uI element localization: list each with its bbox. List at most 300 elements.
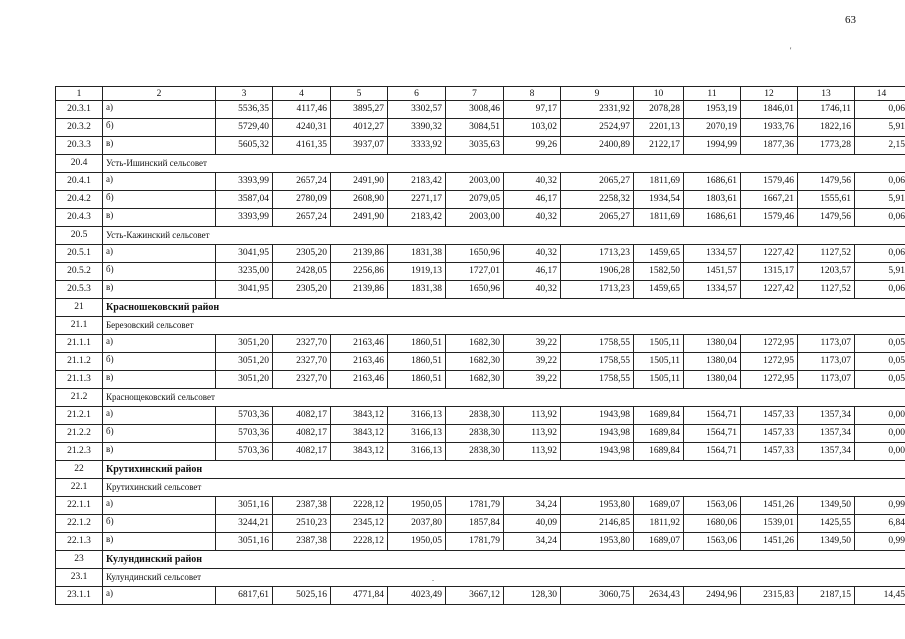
value-cell: 1831,38 — [388, 245, 446, 263]
value-cell: 1505,11 — [634, 335, 684, 353]
row-variant: б) — [103, 353, 216, 371]
table-row — [56, 281, 905, 299]
section-title: Усть-Ишинский сельсовет — [103, 155, 905, 173]
value-cell: 39,22 — [504, 371, 561, 389]
value-cell: 6,84 — [855, 515, 905, 533]
value-cell: 1380,04 — [684, 335, 741, 353]
value-cell: 1459,65 — [634, 245, 684, 263]
value-cell: 3587,04 — [216, 191, 273, 209]
value-cell: 40,09 — [504, 515, 561, 533]
value-cell: 2838,30 — [446, 443, 504, 461]
value-cell: 1357,34 — [798, 407, 855, 425]
row-code: 21 — [56, 299, 103, 317]
table-row — [56, 371, 905, 389]
table-row — [56, 515, 905, 533]
section-title: Крутихинский район — [103, 461, 905, 479]
value-cell: 2037,80 — [388, 515, 446, 533]
table-row — [56, 245, 905, 263]
table-row — [56, 443, 905, 461]
value-cell: 3235,00 — [216, 263, 273, 281]
value-cell: 4117,46 — [273, 101, 331, 119]
value-cell: 40,32 — [504, 209, 561, 227]
header-cell: 13 — [798, 87, 855, 101]
value-cell: 2003,00 — [446, 173, 504, 191]
value-cell: 2387,38 — [273, 497, 331, 515]
value-cell: 4012,27 — [331, 119, 388, 137]
value-cell: 2305,20 — [273, 281, 331, 299]
value-cell: 1650,96 — [446, 281, 504, 299]
row-code: 21.2.3 — [56, 443, 103, 461]
value-cell: 1950,05 — [388, 533, 446, 551]
value-cell: 3035,63 — [446, 137, 504, 155]
value-cell: 40,32 — [504, 245, 561, 263]
row-variant: а) — [103, 587, 216, 605]
header-cell: 5 — [331, 87, 388, 101]
value-cell: 3060,75 — [561, 587, 634, 605]
table-row — [56, 209, 905, 227]
row-code: 21.1.1 — [56, 335, 103, 353]
value-cell: 2634,43 — [634, 587, 684, 605]
value-cell: 1860,51 — [388, 371, 446, 389]
value-cell: 5703,36 — [216, 425, 273, 443]
value-cell: 1994,99 — [684, 137, 741, 155]
value-cell: 2491,90 — [331, 173, 388, 191]
value-cell: 1857,84 — [446, 515, 504, 533]
value-cell: 1272,95 — [741, 335, 798, 353]
table-row — [56, 101, 905, 119]
value-cell: 3166,13 — [388, 443, 446, 461]
value-cell: 2510,23 — [273, 515, 331, 533]
value-cell: 2163,46 — [331, 371, 388, 389]
value-cell: 0,99 — [855, 497, 905, 515]
value-cell: 4082,17 — [273, 443, 331, 461]
value-cell: 1773,28 — [798, 137, 855, 155]
value-cell: 3051,20 — [216, 371, 273, 389]
value-cell: 1173,07 — [798, 353, 855, 371]
value-cell: 1650,96 — [446, 245, 504, 263]
row-code: 23 — [56, 551, 103, 569]
value-cell: 1919,13 — [388, 263, 446, 281]
value-cell: 1689,07 — [634, 497, 684, 515]
value-cell: 1781,79 — [446, 533, 504, 551]
row-code: 20.3.3 — [56, 137, 103, 155]
value-cell: 1357,34 — [798, 443, 855, 461]
row-variant: в) — [103, 137, 216, 155]
value-cell: 5703,36 — [216, 443, 273, 461]
value-cell: 34,24 — [504, 497, 561, 515]
value-cell: 4771,84 — [331, 587, 388, 605]
value-cell: 1943,98 — [561, 443, 634, 461]
value-cell: 1564,71 — [684, 443, 741, 461]
column-number-header — [56, 87, 905, 101]
row-code: 22.1.3 — [56, 533, 103, 551]
value-cell: 3084,51 — [446, 119, 504, 137]
value-cell: 3051,20 — [216, 353, 273, 371]
value-cell: 2163,46 — [331, 353, 388, 371]
header-cell: 9 — [561, 87, 634, 101]
value-cell: 1451,26 — [741, 533, 798, 551]
value-cell: 1781,79 — [446, 497, 504, 515]
value-cell: 4161,35 — [273, 137, 331, 155]
row-code: 22.1 — [56, 479, 103, 497]
value-cell: 1933,76 — [741, 119, 798, 137]
value-cell: 113,92 — [504, 425, 561, 443]
value-cell: 2003,00 — [446, 209, 504, 227]
value-cell: 1579,46 — [741, 209, 798, 227]
row-variant: в) — [103, 533, 216, 551]
value-cell: 1680,06 — [684, 515, 741, 533]
table-row — [56, 407, 905, 425]
row-code: 20.3.2 — [56, 119, 103, 137]
value-cell: 2065,27 — [561, 209, 634, 227]
value-cell: 1822,16 — [798, 119, 855, 137]
value-cell: 4082,17 — [273, 407, 331, 425]
value-cell: 40,32 — [504, 281, 561, 299]
value-cell: 1173,07 — [798, 335, 855, 353]
value-cell: 5703,36 — [216, 407, 273, 425]
table-row — [56, 119, 905, 137]
row-variant: а) — [103, 407, 216, 425]
row-code: 20.4 — [56, 155, 103, 173]
value-cell: 1689,84 — [634, 425, 684, 443]
value-cell: 2079,05 — [446, 191, 504, 209]
table-row — [56, 263, 905, 281]
row-code: 20.4.3 — [56, 209, 103, 227]
value-cell: 113,92 — [504, 443, 561, 461]
row-code: 20.3.1 — [56, 101, 103, 119]
table-row — [56, 173, 905, 191]
value-cell: 0,06 — [855, 245, 905, 263]
section-row — [56, 551, 905, 569]
value-cell: 1758,55 — [561, 371, 634, 389]
value-cell: 2228,12 — [331, 497, 388, 515]
value-cell: 0,06 — [855, 173, 905, 191]
value-cell: 0,00 — [855, 443, 905, 461]
value-cell: 113,92 — [504, 407, 561, 425]
header-cell: 8 — [504, 87, 561, 101]
row-variant: а) — [103, 335, 216, 353]
table-row — [56, 533, 905, 551]
value-cell: 99,26 — [504, 137, 561, 155]
value-cell: 1877,36 — [741, 137, 798, 155]
value-cell: 3166,13 — [388, 407, 446, 425]
value-cell: 1272,95 — [741, 371, 798, 389]
value-cell: 3843,12 — [331, 425, 388, 443]
value-cell: 14,45 — [855, 587, 905, 605]
value-cell: 1950,05 — [388, 497, 446, 515]
value-cell: 46,17 — [504, 263, 561, 281]
data-table — [55, 86, 905, 605]
value-cell: 5729,40 — [216, 119, 273, 137]
value-cell: 1563,06 — [684, 497, 741, 515]
row-code: 20.5.2 — [56, 263, 103, 281]
section-row — [56, 155, 905, 173]
value-cell: 1758,55 — [561, 335, 634, 353]
section-row — [56, 227, 905, 245]
value-cell: 1315,17 — [741, 263, 798, 281]
value-cell: 3333,92 — [388, 137, 446, 155]
value-cell: 39,22 — [504, 353, 561, 371]
value-cell: 0,06 — [855, 101, 905, 119]
value-cell: 2065,27 — [561, 173, 634, 191]
value-cell: 2139,86 — [331, 245, 388, 263]
value-cell: 5605,32 — [216, 137, 273, 155]
header-cell: 6 — [388, 87, 446, 101]
table-row — [56, 137, 905, 155]
value-cell: 5,91 — [855, 119, 905, 137]
value-cell: 1727,01 — [446, 263, 504, 281]
value-cell: 1846,01 — [741, 101, 798, 119]
header-cell: 4 — [273, 87, 331, 101]
value-cell: 103,02 — [504, 119, 561, 137]
value-cell: 2315,83 — [741, 587, 798, 605]
value-cell: 2305,20 — [273, 245, 331, 263]
value-cell: 1505,11 — [634, 353, 684, 371]
value-cell: 0,05 — [855, 335, 905, 353]
value-cell: 1334,57 — [684, 281, 741, 299]
value-cell: 1831,38 — [388, 281, 446, 299]
value-cell: 2256,86 — [331, 263, 388, 281]
value-cell: 3041,95 — [216, 245, 273, 263]
value-cell: 3244,21 — [216, 515, 273, 533]
value-cell: 3843,12 — [331, 407, 388, 425]
value-cell: 2838,30 — [446, 425, 504, 443]
value-cell: 2657,24 — [273, 173, 331, 191]
value-cell: 1667,21 — [741, 191, 798, 209]
value-cell: 1713,23 — [561, 245, 634, 263]
value-cell: 3302,57 — [388, 101, 446, 119]
row-variant: б) — [103, 515, 216, 533]
value-cell: 1953,80 — [561, 497, 634, 515]
value-cell: 1457,33 — [741, 443, 798, 461]
row-code: 21.1 — [56, 317, 103, 335]
value-cell: 1173,07 — [798, 371, 855, 389]
value-cell: 1689,07 — [634, 533, 684, 551]
value-cell: 2331,92 — [561, 101, 634, 119]
value-cell: 1127,52 — [798, 245, 855, 263]
section-row — [56, 299, 905, 317]
value-cell: 3166,13 — [388, 425, 446, 443]
value-cell: 1953,19 — [684, 101, 741, 119]
value-cell: 2258,32 — [561, 191, 634, 209]
table-row — [56, 191, 905, 209]
value-cell: 1203,57 — [798, 263, 855, 281]
value-cell: 1357,34 — [798, 425, 855, 443]
value-cell: 40,32 — [504, 173, 561, 191]
value-cell: 2183,42 — [388, 209, 446, 227]
value-cell: 2228,12 — [331, 533, 388, 551]
value-cell: 3843,12 — [331, 443, 388, 461]
value-cell: 1457,33 — [741, 407, 798, 425]
value-cell: 2271,17 — [388, 191, 446, 209]
value-cell: 2524,97 — [561, 119, 634, 137]
value-cell: 1713,23 — [561, 281, 634, 299]
value-cell: 2078,28 — [634, 101, 684, 119]
value-cell: 1579,46 — [741, 173, 798, 191]
value-cell: 1811,69 — [634, 209, 684, 227]
value-cell: 1272,95 — [741, 353, 798, 371]
section-row — [56, 479, 905, 497]
value-cell: 1689,84 — [634, 443, 684, 461]
value-cell: 2400,89 — [561, 137, 634, 155]
value-cell: 2327,70 — [273, 353, 331, 371]
value-cell: 3895,27 — [331, 101, 388, 119]
row-variant: в) — [103, 209, 216, 227]
value-cell: 1811,92 — [634, 515, 684, 533]
value-cell: 1127,52 — [798, 281, 855, 299]
row-code: 20.5.3 — [56, 281, 103, 299]
scan-speck: ' — [790, 46, 792, 55]
value-cell: 1479,56 — [798, 209, 855, 227]
header-cell: 10 — [634, 87, 684, 101]
table-row — [56, 335, 905, 353]
row-code: 21.2 — [56, 389, 103, 407]
value-cell: 1457,33 — [741, 425, 798, 443]
section-title: Краснощековский сельсовет — [103, 389, 905, 407]
value-cell: 3937,07 — [331, 137, 388, 155]
value-cell: 46,17 — [504, 191, 561, 209]
row-code: 21.1.2 — [56, 353, 103, 371]
section-row — [56, 461, 905, 479]
value-cell: 1803,61 — [684, 191, 741, 209]
value-cell: 2491,90 — [331, 209, 388, 227]
value-cell: 0,06 — [855, 209, 905, 227]
value-cell: 2494,96 — [684, 587, 741, 605]
value-cell: 5,91 — [855, 263, 905, 281]
value-cell: 97,17 — [504, 101, 561, 119]
value-cell: 1758,55 — [561, 353, 634, 371]
row-variant: в) — [103, 281, 216, 299]
section-title: Усть-Кажинский сельсовет — [103, 227, 905, 245]
value-cell: 1459,65 — [634, 281, 684, 299]
value-cell: 1451,57 — [684, 263, 741, 281]
header-cell: 7 — [446, 87, 504, 101]
row-code: 21.2.1 — [56, 407, 103, 425]
value-cell: 4240,31 — [273, 119, 331, 137]
value-cell: 2608,90 — [331, 191, 388, 209]
row-variant: б) — [103, 119, 216, 137]
row-variant: в) — [103, 443, 216, 461]
value-cell: 0,05 — [855, 353, 905, 371]
header-cell: 3 — [216, 87, 273, 101]
section-row — [56, 389, 905, 407]
row-code: 22.1.2 — [56, 515, 103, 533]
value-cell: 2122,17 — [634, 137, 684, 155]
row-variant: б) — [103, 191, 216, 209]
value-cell: 1682,30 — [446, 371, 504, 389]
value-cell: 3041,95 — [216, 281, 273, 299]
value-cell: 0,00 — [855, 407, 905, 425]
value-cell: 1682,30 — [446, 335, 504, 353]
value-cell: 1505,11 — [634, 371, 684, 389]
value-cell: 3051,20 — [216, 335, 273, 353]
value-cell: 4023,49 — [388, 587, 446, 605]
value-cell: 1555,61 — [798, 191, 855, 209]
row-code: 23.1 — [56, 569, 103, 587]
header-cell: 2 — [103, 87, 216, 101]
table-row — [56, 425, 905, 443]
header-cell: 12 — [741, 87, 798, 101]
value-cell: 2327,70 — [273, 335, 331, 353]
value-cell: 2146,85 — [561, 515, 634, 533]
value-cell: 2139,86 — [331, 281, 388, 299]
value-cell: 0,06 — [855, 281, 905, 299]
value-cell: 1479,56 — [798, 173, 855, 191]
row-code: 20.4.2 — [56, 191, 103, 209]
row-code: 23.1.1 — [56, 587, 103, 605]
page-number: 63 — [845, 14, 856, 26]
value-cell: 5,91 — [855, 191, 905, 209]
value-cell: 1349,50 — [798, 497, 855, 515]
value-cell: 3393,99 — [216, 173, 273, 191]
row-code: 22 — [56, 461, 103, 479]
value-cell: 1860,51 — [388, 335, 446, 353]
value-cell: 1811,69 — [634, 173, 684, 191]
section-row — [56, 317, 905, 335]
row-variant: а) — [103, 173, 216, 191]
row-variant: а) — [103, 101, 216, 119]
value-cell: 2163,46 — [331, 335, 388, 353]
value-cell: 3390,32 — [388, 119, 446, 137]
value-cell: 1564,71 — [684, 425, 741, 443]
value-cell: 0,00 — [855, 425, 905, 443]
section-row — [56, 569, 905, 587]
header-cell: 14 — [855, 87, 905, 101]
row-code: 22.1.1 — [56, 497, 103, 515]
value-cell: 2327,70 — [273, 371, 331, 389]
row-variant: а) — [103, 497, 216, 515]
value-cell: 34,24 — [504, 533, 561, 551]
value-cell: 1349,50 — [798, 533, 855, 551]
value-cell: 2780,09 — [273, 191, 331, 209]
row-variant: б) — [103, 425, 216, 443]
row-variant: б) — [103, 263, 216, 281]
section-title: Кулундинский район — [103, 551, 905, 569]
value-cell: 1539,01 — [741, 515, 798, 533]
row-code: 20.5.1 — [56, 245, 103, 263]
value-cell: 1746,11 — [798, 101, 855, 119]
table-row — [56, 353, 905, 371]
value-cell: 1425,55 — [798, 515, 855, 533]
value-cell: 1451,26 — [741, 497, 798, 515]
value-cell: 5536,35 — [216, 101, 273, 119]
row-variant: а) — [103, 245, 216, 263]
value-cell: 2345,12 — [331, 515, 388, 533]
value-cell: 3051,16 — [216, 533, 273, 551]
row-code: 20.4.1 — [56, 173, 103, 191]
value-cell: 1564,71 — [684, 407, 741, 425]
value-cell: 1686,61 — [684, 209, 741, 227]
value-cell: 2187,15 — [798, 587, 855, 605]
value-cell: 128,30 — [504, 587, 561, 605]
value-cell: 4082,17 — [273, 425, 331, 443]
value-cell: 2428,05 — [273, 263, 331, 281]
scan-speck: . — [432, 574, 434, 583]
value-cell: 1380,04 — [684, 371, 741, 389]
value-cell: 2201,13 — [634, 119, 684, 137]
value-cell: 1860,51 — [388, 353, 446, 371]
value-cell: 1943,98 — [561, 407, 634, 425]
value-cell: 1943,98 — [561, 425, 634, 443]
section-title: Кулундинский сельсовет — [103, 569, 905, 587]
section-title: Березовский сельсовет — [103, 317, 905, 335]
value-cell: 0,99 — [855, 533, 905, 551]
value-cell: 1563,06 — [684, 533, 741, 551]
value-cell: 1686,61 — [684, 173, 741, 191]
section-title: Крутихинский сельсовет — [103, 479, 905, 497]
value-cell: 1682,30 — [446, 353, 504, 371]
section-title: Красношековский район — [103, 299, 905, 317]
